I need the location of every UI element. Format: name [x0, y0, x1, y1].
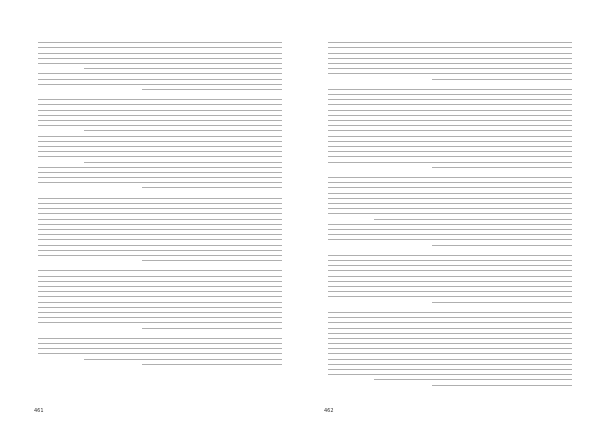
text-line: [28, 258, 282, 263]
right-page: [318, 40, 572, 414]
left-page-text: [28, 40, 282, 402]
left-page: [28, 40, 282, 414]
text-line: [318, 299, 572, 304]
text-line: [28, 185, 282, 190]
text-line: [28, 362, 282, 367]
right-page-number: 462: [324, 408, 334, 414]
text-line: [318, 382, 572, 387]
text-line: [28, 325, 282, 330]
text-line: [28, 87, 282, 92]
text-line: [318, 242, 572, 247]
text-line: [318, 76, 572, 81]
right-page-text: [318, 40, 572, 402]
left-page-number: 461: [34, 408, 44, 414]
text-line: [318, 165, 572, 170]
